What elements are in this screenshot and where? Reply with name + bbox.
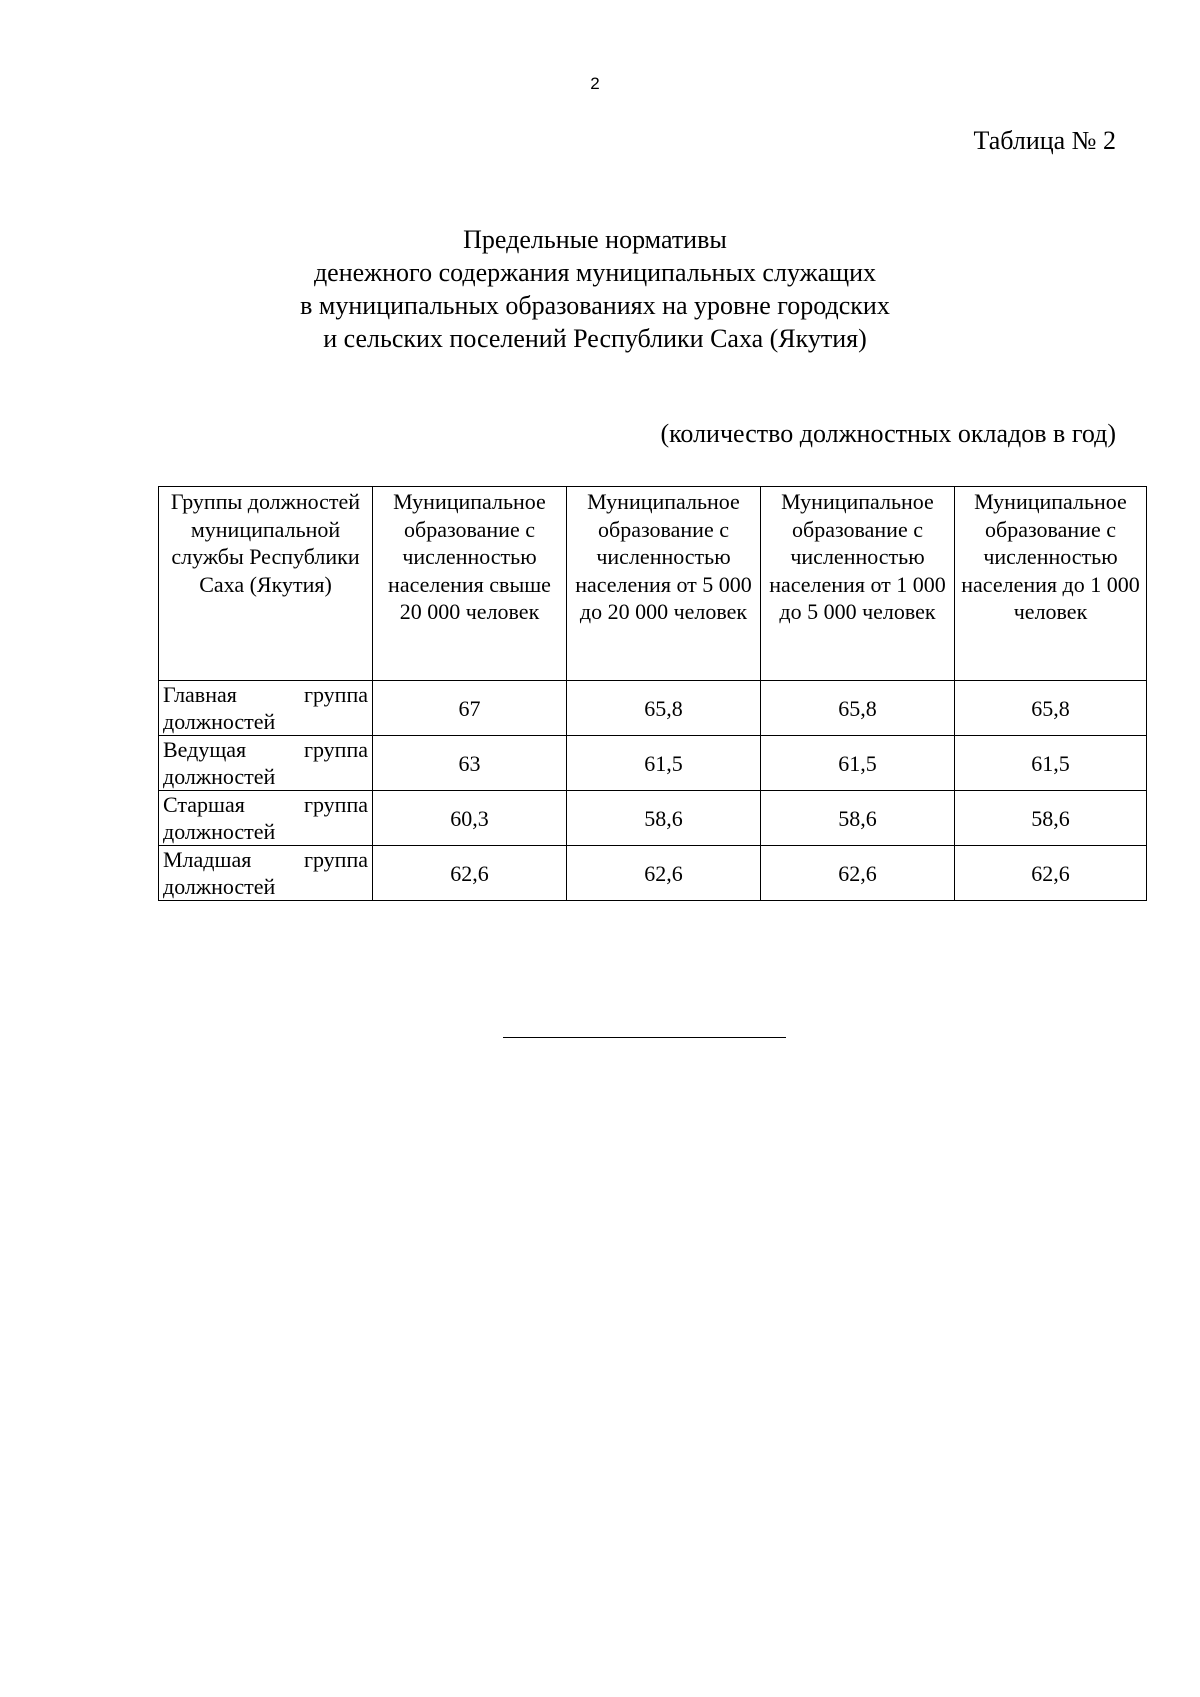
title-line: денежного содержания муниципальных служащих bbox=[313, 258, 877, 287]
document-title bbox=[0, 223, 1190, 355]
row-value: 58,6 bbox=[567, 791, 761, 846]
row-value: 62,6 bbox=[761, 846, 955, 901]
salary-norms-table bbox=[158, 486, 1147, 901]
row-value: 60,3 bbox=[373, 791, 567, 846]
row-group-name: Старшая группа должностей bbox=[159, 791, 373, 846]
row-value: 65,8 bbox=[567, 681, 761, 736]
separator-line bbox=[503, 1037, 786, 1038]
row-value: 62,6 bbox=[567, 846, 761, 901]
page-number: 2 bbox=[590, 74, 600, 93]
units-note: (количество должностных окладов в год) bbox=[660, 419, 1116, 448]
title-line: и сельских поселений Республики Саха (Якутия) bbox=[323, 324, 867, 353]
table-header-row bbox=[159, 487, 1147, 681]
row-group-name: Ведущая группа должностей bbox=[159, 736, 373, 791]
table-row bbox=[159, 791, 1147, 846]
title-line: Предельные нормативы bbox=[463, 225, 727, 254]
row-group-name: Младшая группа должностей bbox=[159, 846, 373, 901]
title-line: в муниципальных образованиях на уровне городских bbox=[300, 291, 890, 320]
row-value: 61,5 bbox=[761, 736, 955, 791]
row-value: 62,6 bbox=[955, 846, 1147, 901]
header-group-column: Группы должностей муниципальной службы Республики Саха (Якутия) bbox=[159, 487, 373, 681]
table-label: Таблица № 2 bbox=[973, 126, 1116, 155]
row-value: 61,5 bbox=[955, 736, 1147, 791]
row-group-name: Главная группа должностей bbox=[159, 681, 373, 736]
header-5000-20000: Муниципальное образование с численностью населения от 5 000 до 20 000 человек bbox=[567, 487, 761, 681]
table-row bbox=[159, 681, 1147, 736]
table-row bbox=[159, 846, 1147, 901]
row-value: 65,8 bbox=[761, 681, 955, 736]
row-value: 58,6 bbox=[955, 791, 1147, 846]
row-value: 58,6 bbox=[761, 791, 955, 846]
header-1000-5000: Муниципальное образование с численностью населения от 1 000 до 5 000 человек bbox=[761, 487, 955, 681]
row-value: 61,5 bbox=[567, 736, 761, 791]
row-value: 65,8 bbox=[955, 681, 1147, 736]
row-value: 62,6 bbox=[373, 846, 567, 901]
row-value: 63 bbox=[373, 736, 567, 791]
header-over-20000: Муниципальное образование с численностью населения свыше 20 000 человек bbox=[373, 487, 567, 681]
table-row bbox=[159, 736, 1147, 791]
row-value: 67 bbox=[373, 681, 567, 736]
header-under-1000: Муниципальное образование с численностью населения до 1 000 человек bbox=[955, 487, 1147, 681]
